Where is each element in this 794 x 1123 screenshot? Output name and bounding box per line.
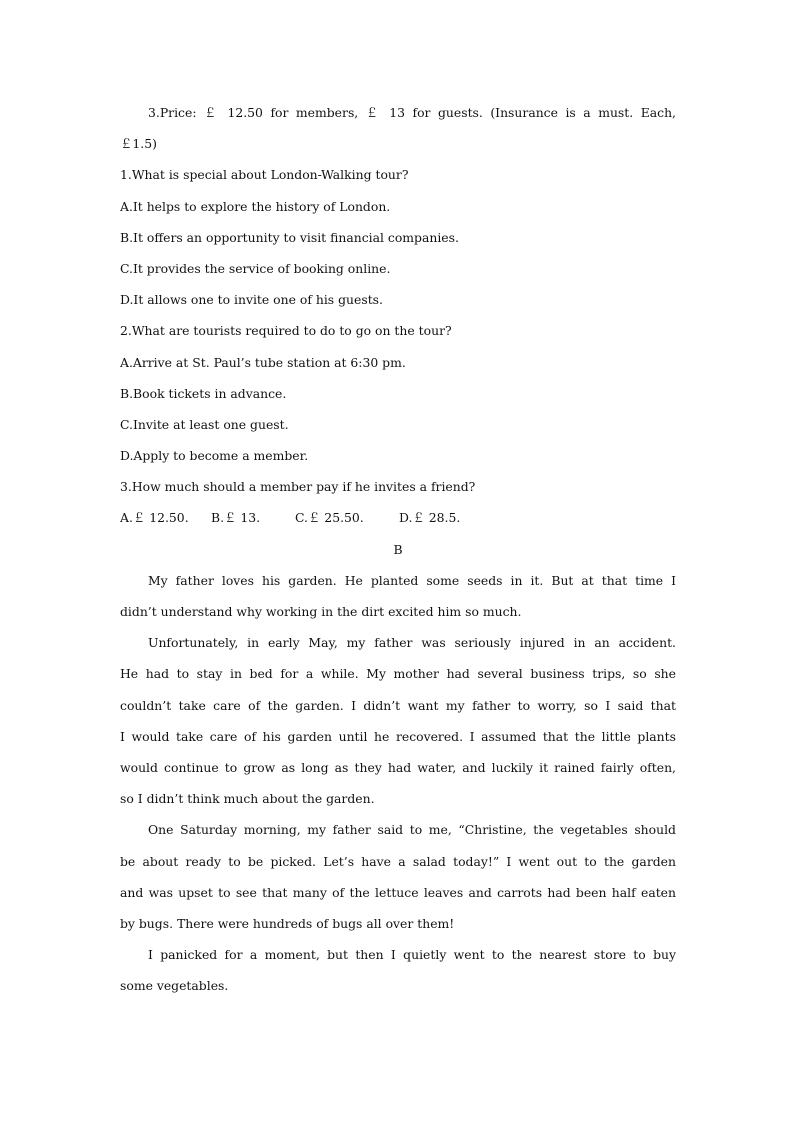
question-2-option-c: C.Invite at least one guest. bbox=[120, 416, 289, 432]
paragraph-line: He had to stay in bed for a while. My mother had several business trips, so she bbox=[120, 666, 676, 682]
question-2-option-a: A.Arrive at St. Paul’s tube station at 6:30 pm. bbox=[120, 354, 406, 370]
question-3-option-a: A.￡ 12.50. bbox=[120, 510, 189, 526]
paragraph-line: couldn’t take care of the garden. I didn’t want my father to worry, so I said that bbox=[120, 697, 676, 713]
paragraph-line: some vegetables. bbox=[120, 978, 229, 994]
paragraph-line: One Saturday morning, my father said to me, “Christine, the vegetables should bbox=[148, 822, 676, 838]
price-line-2: ￡1.5) bbox=[120, 136, 157, 152]
question-3-option-b: B.￡ 13. bbox=[211, 510, 261, 526]
question-3-option-d: D.￡ 28.5. bbox=[399, 510, 461, 526]
question-1-option-c: C.It provides the service of booking online. bbox=[120, 260, 391, 276]
question-2-stem: 2.What are tourists required to do to go on the tour? bbox=[120, 323, 452, 339]
question-3-stem: 3.How much should a member pay if he invites a friend? bbox=[120, 479, 476, 495]
section-b-heading: B bbox=[393, 541, 403, 557]
question-3-options bbox=[120, 502, 676, 533]
question-2-option-d: D.Apply to become a member. bbox=[120, 448, 309, 464]
paragraph-line: by bugs. There were hundreds of bugs all over them! bbox=[120, 915, 455, 931]
question-2-option-b: B.Book tickets in advance. bbox=[120, 385, 287, 401]
paragraph-line: I would take care of his garden until he recovered. I assumed that the little plants bbox=[120, 728, 676, 744]
paragraph-line: be about ready to be picked. Let’s have a salad today!” I went out to the garden bbox=[120, 853, 676, 869]
paragraph-line: My father loves his garden. He planted some seeds in it. But at that time I bbox=[148, 572, 676, 588]
question-1-option-a: A.It helps to explore the history of London. bbox=[120, 198, 391, 214]
paragraph-line: so I didn’t think much about the garden. bbox=[120, 791, 375, 807]
question-1-option-d: D.It allows one to invite one of his guests. bbox=[120, 292, 383, 308]
paragraph-line: didn’t understand why working in the dirt excited him so much. bbox=[120, 604, 522, 619]
paragraph-line: I panicked for a moment, but then I quietly went to the nearest store to buy bbox=[148, 947, 676, 963]
question-1-stem: 1.What is special about London-Walking tour? bbox=[120, 167, 409, 183]
question-3-option-c: C.￡ 25.50. bbox=[295, 510, 364, 526]
paragraph-line: Unfortunately, in early May, my father was seriously injured in an accident. bbox=[148, 635, 676, 651]
text-body bbox=[120, 97, 676, 1001]
paragraph-line: would continue to grow as long as they had water, and luckily it rained fairly often, bbox=[120, 759, 676, 775]
price-line-1: 3.Price: ￡ 12.50 for members, ￡ 13 for guests. (Insurance is a must. Each, bbox=[148, 105, 676, 120]
question-1-option-b: B.It offers an opportunity to visit financial companies. bbox=[120, 229, 459, 245]
paragraph-line: and was upset to see that many of the lettuce leaves and carrots had been half eaten bbox=[120, 884, 676, 900]
